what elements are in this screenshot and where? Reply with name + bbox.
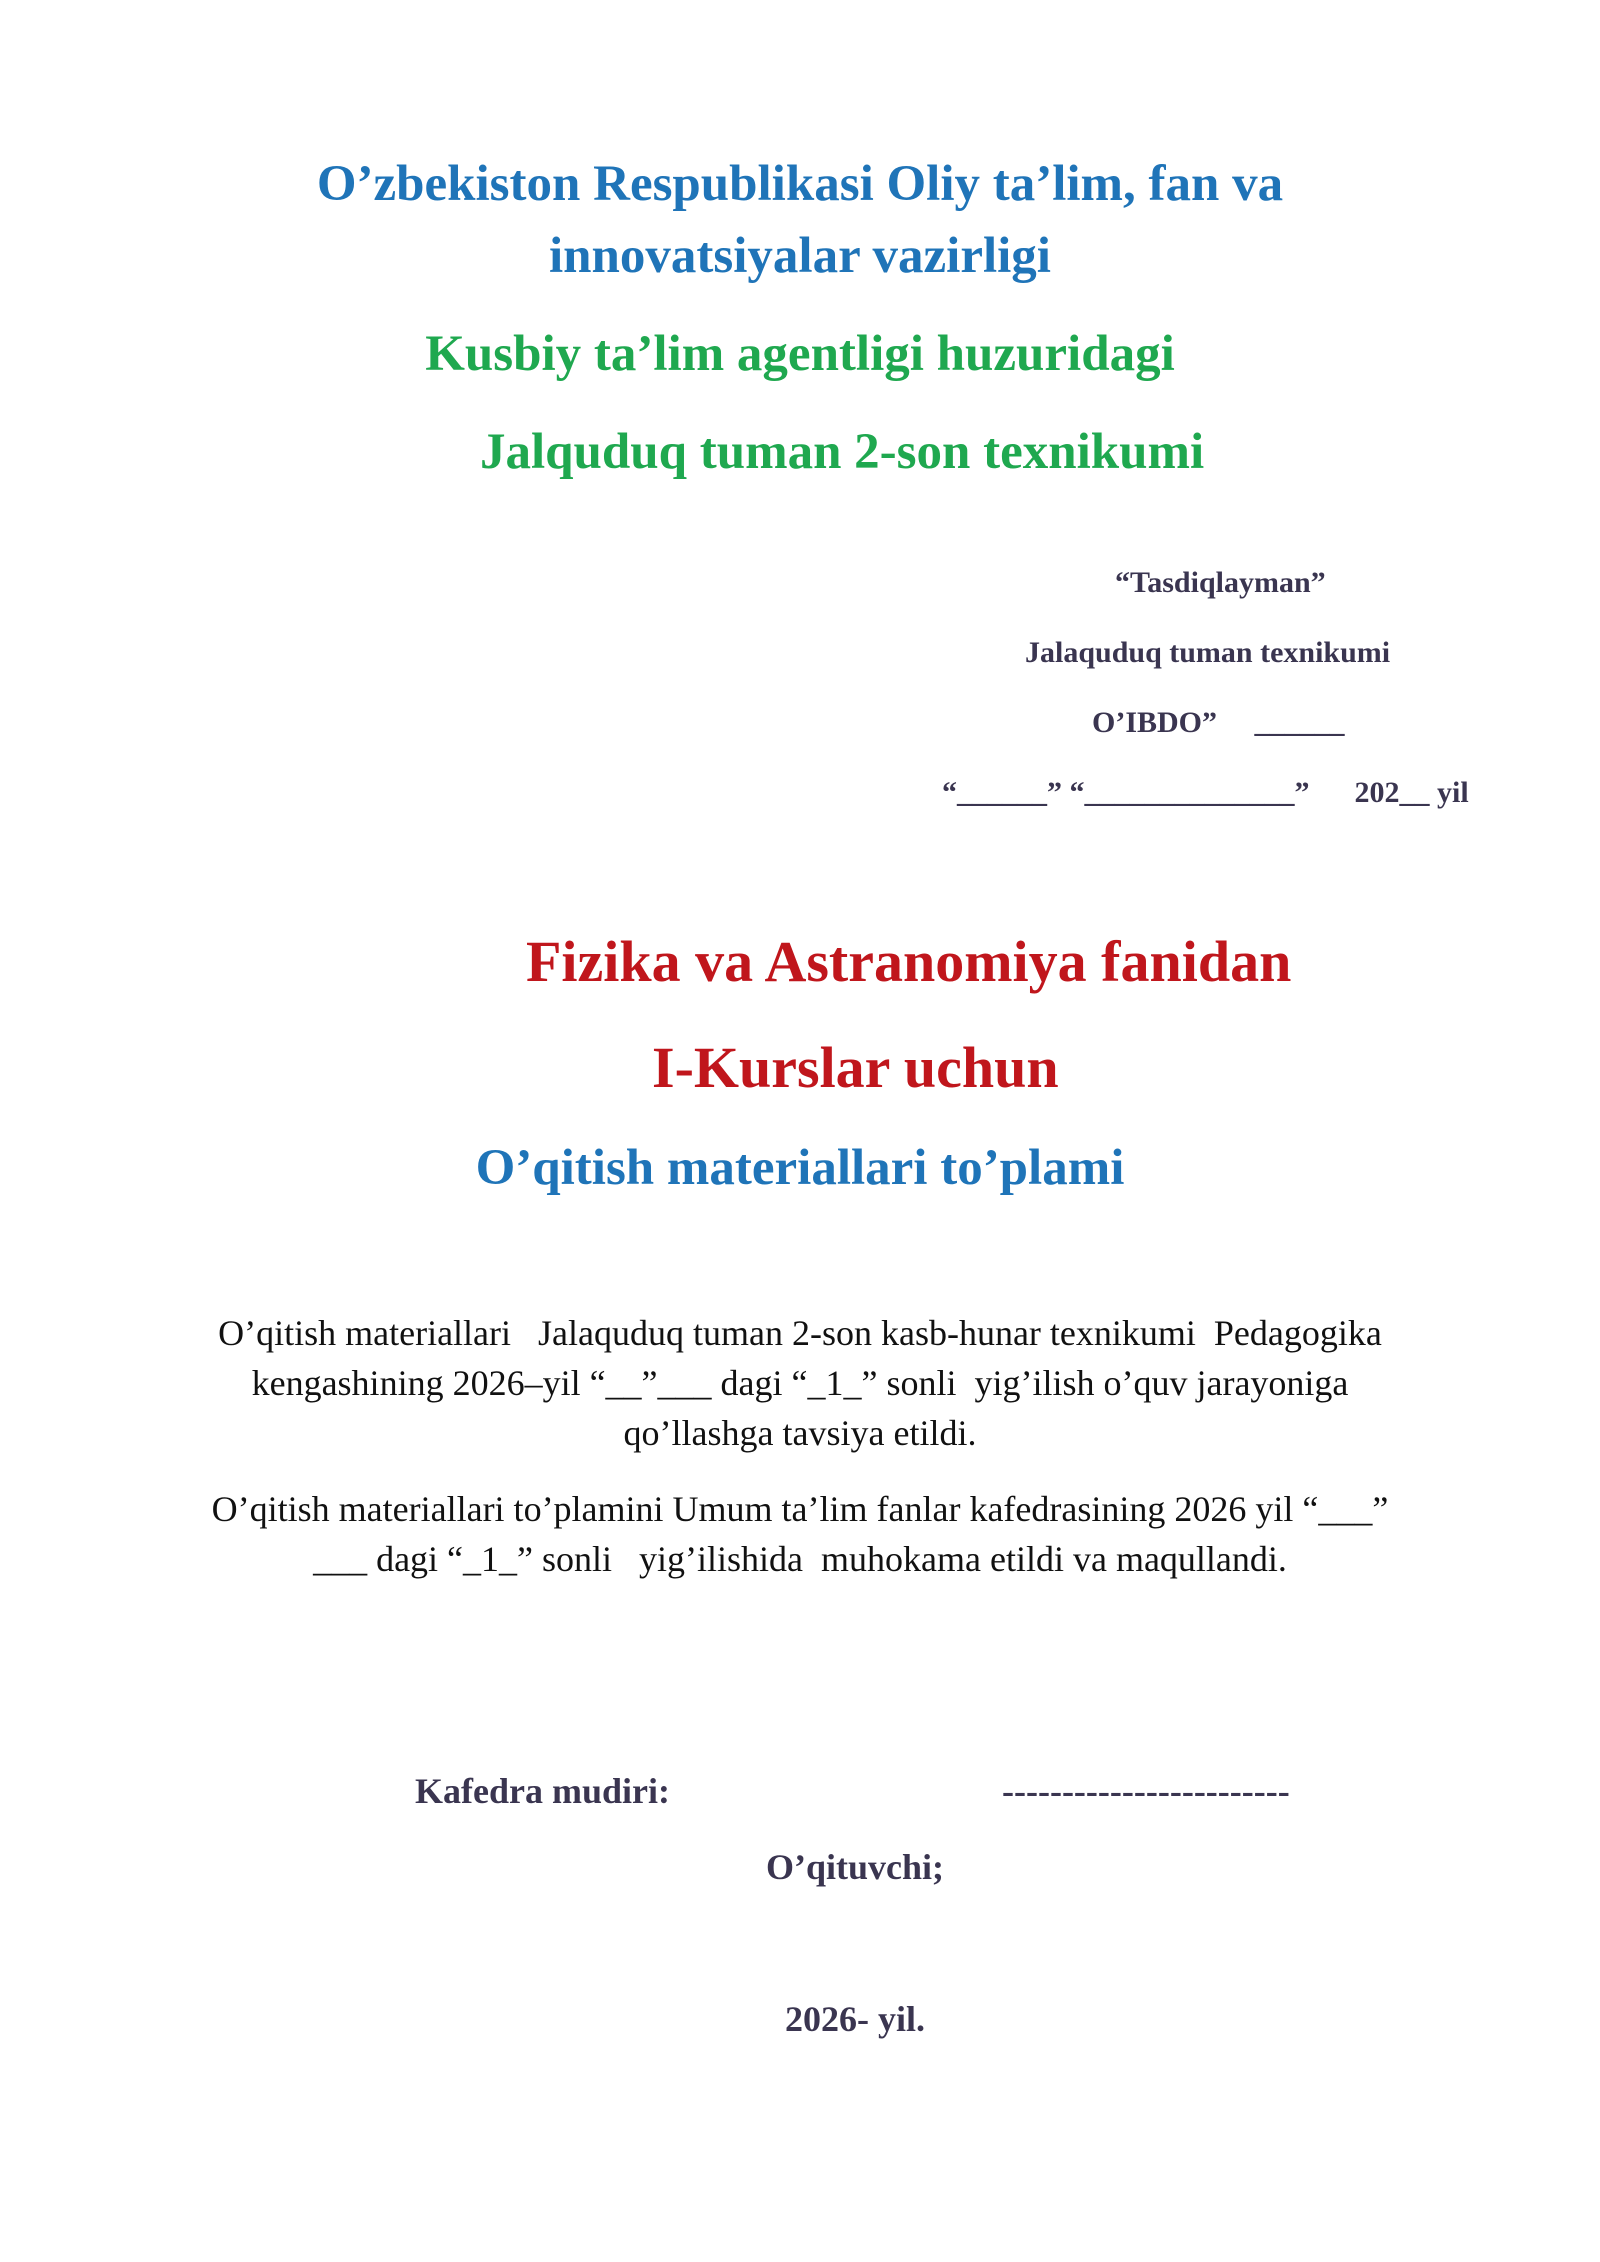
approval-title: “Tasdiqlayman” xyxy=(1115,566,1326,599)
teacher-label: O’qituvchi; xyxy=(766,1847,945,1887)
approval-organization: Jalaquduq tuman texnikumi xyxy=(1025,636,1391,669)
collection-title: O’qitish materiallari to’plami xyxy=(475,1140,1125,1196)
agency-title-line-1: Kusbiy ta’lim agentligi huzuridagi xyxy=(425,326,1175,382)
department-head-signature-line: ------------------------ xyxy=(1002,1771,1290,1811)
course-title: I-Kurslar uchun xyxy=(652,1035,1059,1100)
ministry-title-line-2: innovatsiyalar vazirligi xyxy=(549,228,1051,284)
recommendation-line-2: kengashining 2026–yil “__”___ dagi “_1_” sonli yig’ilish o’quv jarayoniga xyxy=(251,1363,1349,1403)
document-year: 2026- yil. xyxy=(785,1999,925,2039)
ministry-title-line-1: O’zbekiston Respublikasi Oliy ta’lim, fan va xyxy=(316,156,1284,212)
college-name: Jalquduq tuman 2-son texnikumi xyxy=(480,424,1205,480)
approval-date: “______” “______________” 202__ yil xyxy=(942,776,1469,809)
subject-title: Fizika va Astranomiya fanidan xyxy=(526,929,1292,994)
approval-statement-line-1: O’qitish materiallari to’plamini Umum ta’lim fanlar kafedrasining 2026 yil “___” xyxy=(211,1489,1389,1529)
recommendation-line-3: qo’llashga tavsiya etildi. xyxy=(623,1413,977,1453)
approval-statement-line-2: ___ dagi “_1_” sonli yig’ilishida muhokama etildi va maqullandi. xyxy=(313,1539,1287,1579)
recommendation-line-1: O’qitish materiallari Jalaquduq tuman 2-son kasb-hunar texnikumi Pedagogika xyxy=(218,1313,1382,1353)
approval-position: O’IBDO” ______ xyxy=(1092,706,1345,739)
department-head-label: Kafedra mudiri: xyxy=(415,1771,670,1811)
